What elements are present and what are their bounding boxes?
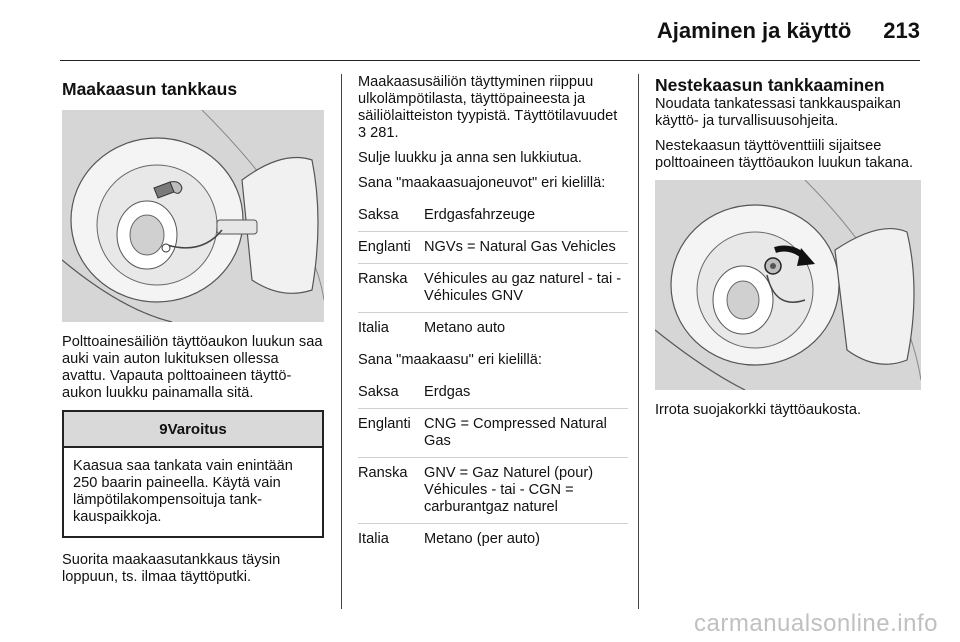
table-row [358,409,628,458]
table-cell-language: Italia [358,531,389,547]
table-cell-term: Metano auto [424,320,506,336]
warning-header [64,412,322,448]
fuel-flap-open-illustration [62,110,324,322]
warning-body: Kaasua saa tankata vain enintään 250 baarin paineella. Käytä vain lämpötilakompensoituja tankkauspaikkoja. [73,458,293,525]
table-cell-language: Saksa [358,200,424,232]
column-divider [638,74,639,609]
warning-title: Varoitus [167,421,227,438]
table-row [358,313,628,345]
table-row [358,232,628,264]
section-heading: Maakaasun tankkaus [62,79,238,99]
table-cell-term: CNG = Compressed Natural Gas [424,409,628,458]
table-cell-language: Ranska [358,458,424,524]
watermark: carmanualsonline.info [694,610,938,637]
section-heading: Nestekaasun tankkaaminen [655,75,885,95]
page-number: 213 [883,18,920,43]
paragraph: Sulje luukku ja anna sen lukkiutua. [358,150,582,166]
table-cell-term: Metano (per auto) [424,531,541,547]
warning-box [62,410,324,538]
paragraph: Suorita maakaasutankkaus täysin loppuun, ts. ilmaa täyttöputki. [62,552,281,585]
paragraph: Irrota suojakorkki täyttöaukosta. [655,402,862,418]
paragraph: Maakaasusäiliön täyttyminen riippuu ulkolämpötilasta, täyttöpaineesta ja säiliölaitteiston tyypistä. Täyttötilavuudet 3 281. [358,74,618,141]
paragraph: Polttoainesäiliön täyttöaukon luukun saa auki vain auton lukituksen ollessa avattu. Vapauta polttoaineen täyttöaukon luukku painamalla sitä. [62,334,323,401]
header-divider [60,60,920,61]
paragraph: Sana "maakaasuajoneuvot" eri kielillä: [358,175,606,191]
column-3 [655,74,923,427]
gas-term-table [358,377,628,555]
page-title: Ajaminen ja käyttö [656,18,852,43]
paragraph: Nestekaasun täyttöventtiili sijaitsee polttoaineen täyttöaukon luukun takana. [655,138,914,171]
table-row [358,200,628,232]
warning-symbol: 9 [159,421,168,438]
column-1 [62,74,324,594]
column-divider [341,74,342,609]
table-row [358,377,628,409]
column-2 [358,74,628,563]
paragraph: Sana "maakaasu" eri kielillä: [358,352,542,368]
table-cell-term: Erdgas [424,377,628,409]
table-cell-term: Erdgasfahrzeuge [424,200,628,232]
table-cell-language: Englanti [358,232,424,264]
table-cell-term: Véhicules au gaz naturel - tai - Véhicules GNV [424,264,628,313]
table-cell-language: Englanti [358,409,424,458]
page-header [657,18,920,44]
table-row [358,458,628,524]
table-cell-language: Ranska [358,264,424,313]
table-cell-language: Saksa [358,377,424,409]
vehicle-term-table [358,200,628,344]
paragraph: Noudata tankatessasi tankkauspaikan käyttö- ja turvallisuusohjeita. [655,96,901,129]
table-row [358,264,628,313]
table-cell-term: GNV = Gaz Naturel (pour) Véhicules - tai - CGN = carburantgaz naturel [424,458,628,524]
filler-cap-removal-illustration [655,180,921,390]
table-row [358,524,628,556]
table-cell-term: NGVs = Natural Gas Vehicles [424,232,628,264]
table-cell-language: Italia [358,320,389,336]
